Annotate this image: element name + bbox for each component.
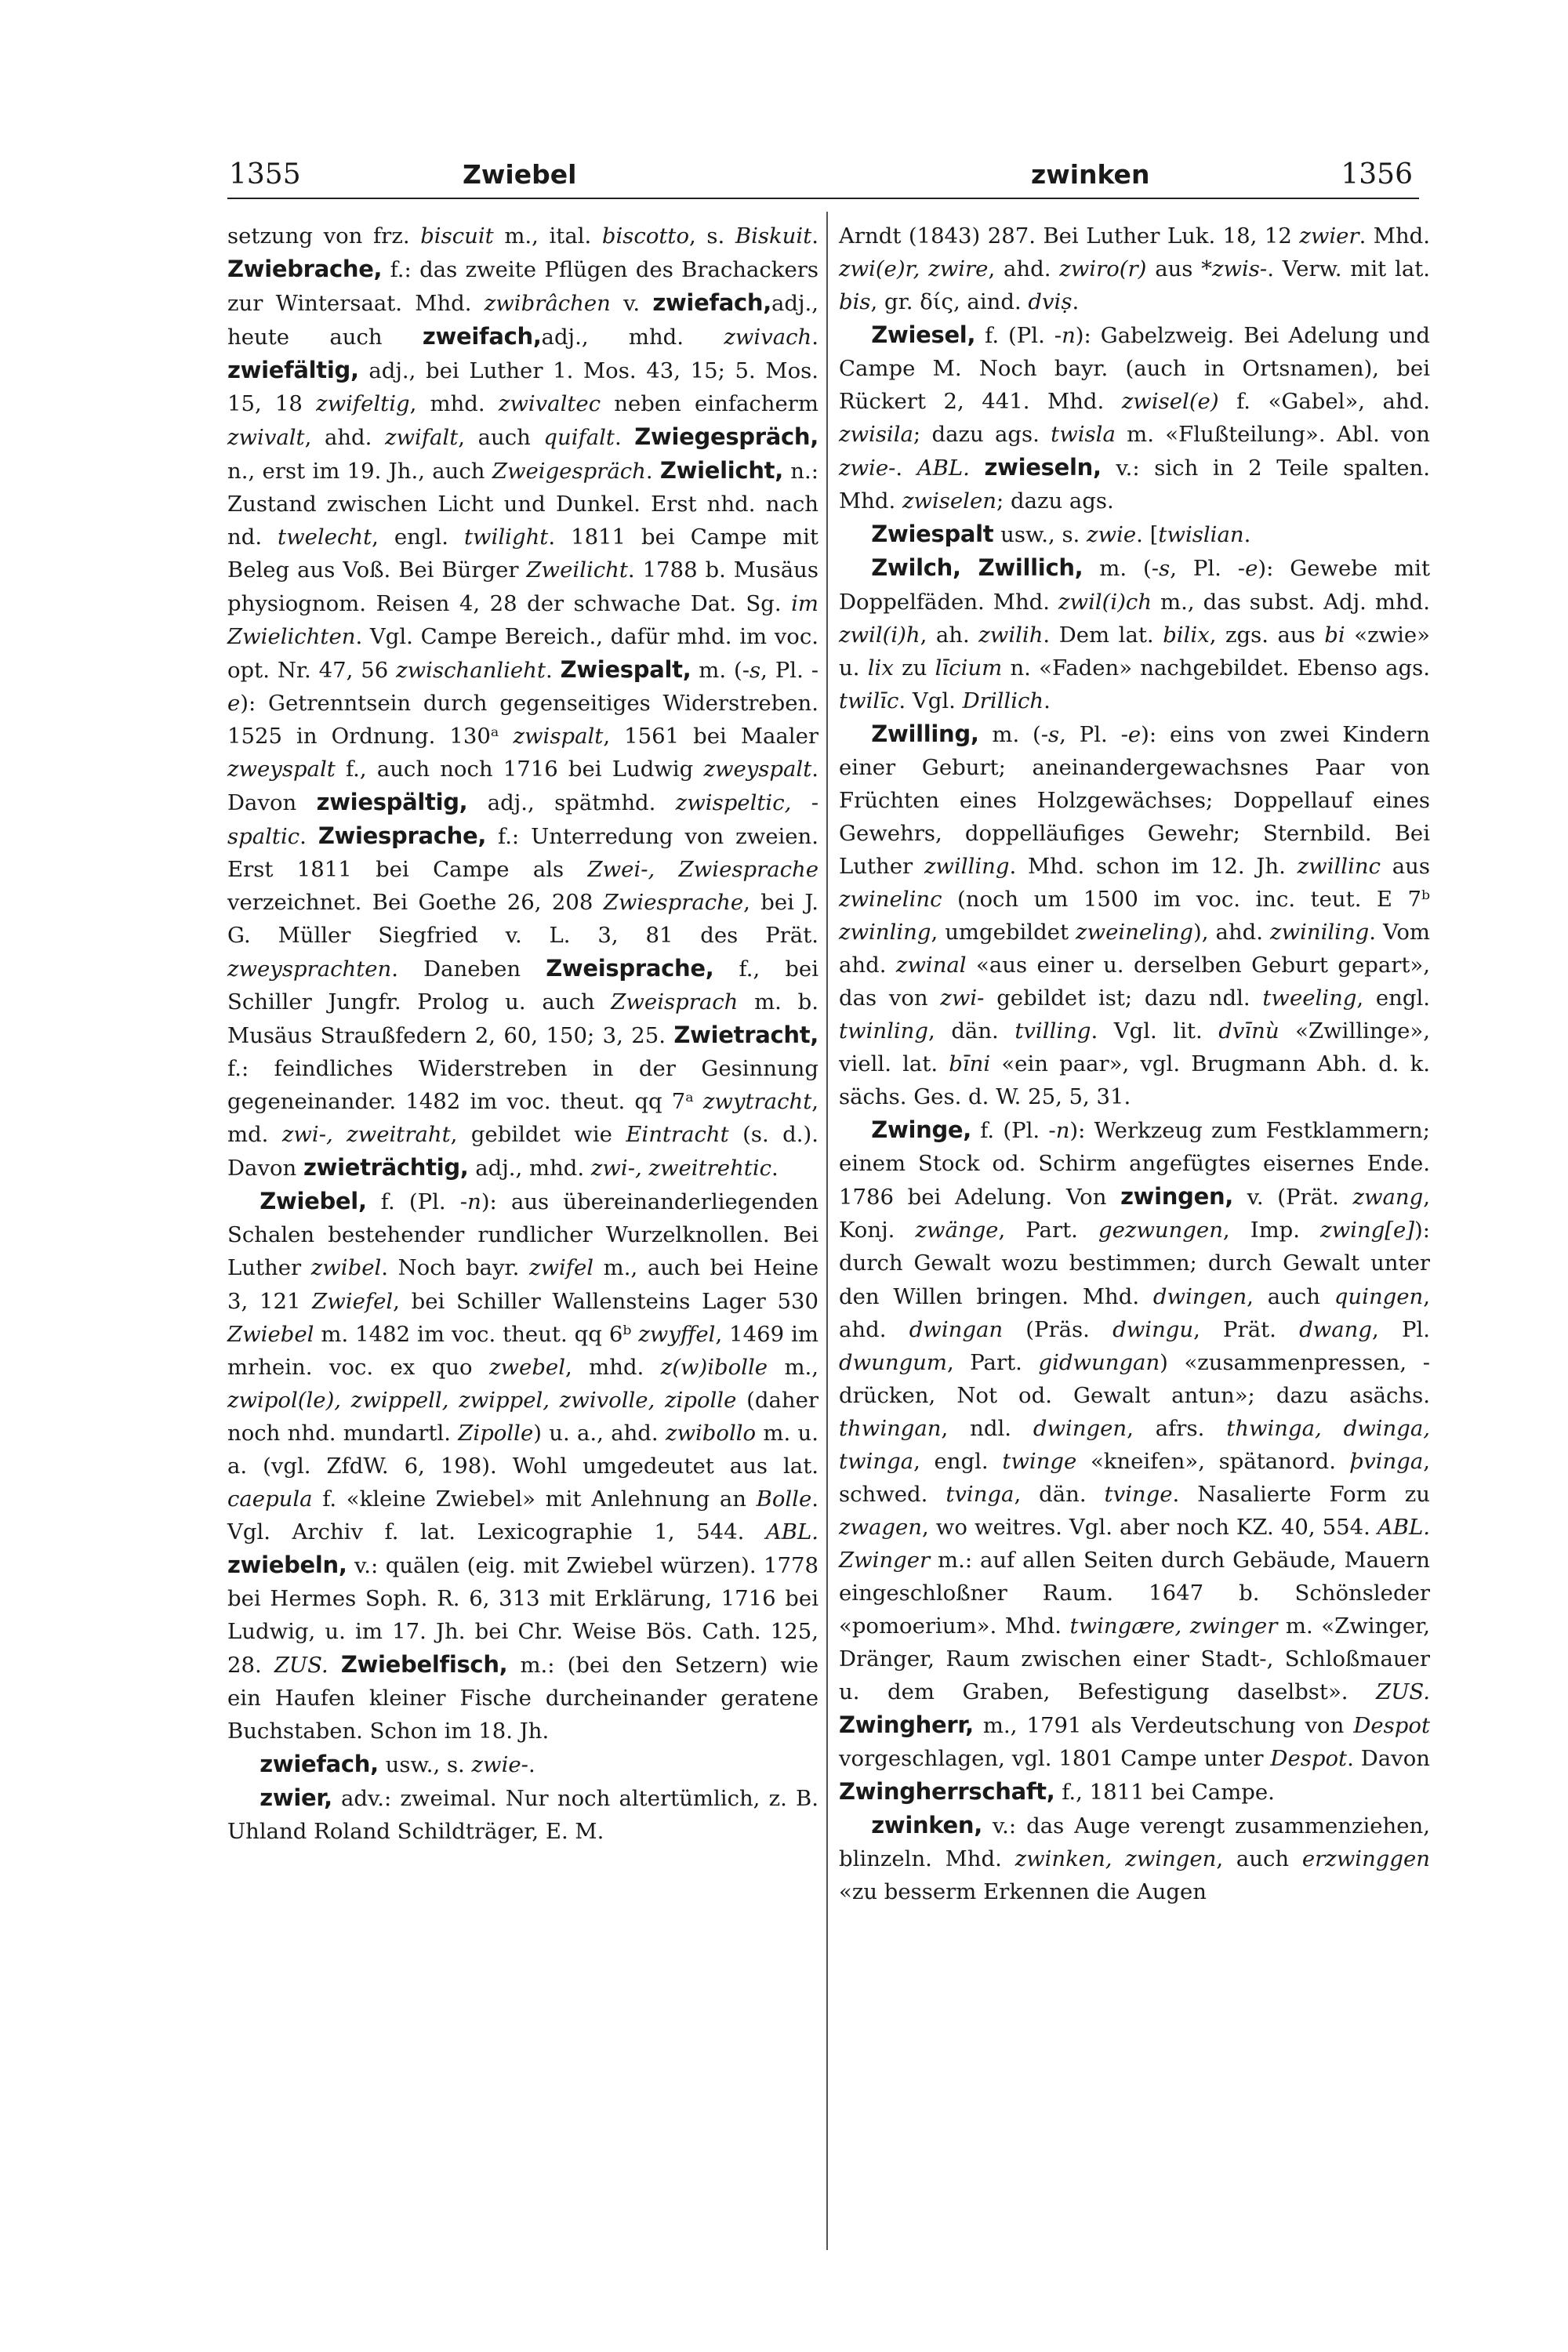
headword: zwiefältig,	[227, 357, 359, 384]
italic-form: Zwinger	[839, 1547, 931, 1573]
italic-form: zwischanlieht	[396, 657, 546, 683]
italic-form: zwispeltic, -spaltic	[227, 789, 819, 849]
headword: Zwilch, Zwillich,	[871, 554, 1083, 582]
italic-form: Drillich	[962, 688, 1044, 713]
italic-form: ABL.	[765, 1519, 818, 1544]
page-header	[227, 155, 1419, 194]
header-rule	[227, 198, 1419, 199]
italic-form: thwinga, dwinga, twinga	[839, 1415, 1430, 1474]
italic-form: biscuit	[420, 223, 494, 249]
italic-form: zwipol(le), zwippell, zwippel, zwivolle, zipolle	[227, 1387, 737, 1413]
italic-form: twinge	[1002, 1448, 1077, 1474]
italic-form: caepula	[227, 1486, 313, 1512]
italic-form: twilīc	[839, 688, 899, 713]
entry-paragraph: zwinken, v.: das Auge verengt zusammenziehen, blinzeln. Mhd. zwinken, zwingen, auch erzwinggen «zu besserm Erkennen die Augen	[839, 1812, 1430, 1905]
italic-form: zwinling	[839, 919, 931, 945]
entry-paragraph: Zwiespalt usw., s. zwie. [twislian.	[871, 521, 1251, 548]
italic-form: zweyspalt	[703, 756, 812, 782]
headword: Zwiesel,	[871, 321, 976, 349]
italic-form: zweineling	[1076, 919, 1194, 945]
italic-form: līcium	[935, 655, 1003, 681]
italic-form: zwisel(e)	[1121, 389, 1219, 415]
headword: zwinken,	[871, 1812, 982, 1839]
italic-form: dvīnù	[1218, 1018, 1279, 1044]
headword: Zwietracht,	[673, 1022, 818, 1049]
italic-form: lix	[867, 655, 894, 681]
italic-form: zwi-	[940, 985, 985, 1011]
headword: zweifach,	[422, 323, 542, 350]
headword: Zwiebelfisch,	[340, 1651, 508, 1679]
italic-form: n	[467, 1189, 481, 1215]
italic-form: zwivach	[724, 325, 812, 350]
italic-form: zwifel	[528, 1255, 594, 1281]
italic-form: zwinken, zwingen	[1014, 1846, 1217, 1872]
italic-form: Biskuit	[735, 223, 812, 249]
headword: Zwinge,	[871, 1116, 971, 1144]
italic-form: zwil(i)ch	[1058, 589, 1152, 615]
italic-form: gidwungan	[1038, 1349, 1160, 1375]
italic-form: zwiro(r)	[1059, 256, 1147, 282]
italic-form: zwing[e]	[1320, 1218, 1414, 1243]
italic-form: zwi-, zweitrehtic	[590, 1156, 772, 1181]
entry-paragraph: Zwilch, Zwillich, m. (-s, Pl. -e): Gewebe mit Doppelfäden. Mhd. zwil(i)ch m., das subst. Adj. mhd. zwil(i)h, ah. zwilih. Dem lat. bilix, zgs. aus bi «zwie» u. lix zu līcium n. «Faden» nachgebildet. Ebenso ags. twilīc. Vgl. Drillich.	[839, 554, 1431, 713]
italic-form: bis	[839, 289, 871, 315]
entry-paragraph: setzung von frz. biscuit m., ital. biscotto, s. Biskuit. Zwiebrache, f.: das zweite Pflügen des Brachackers zur Wintersaat. Mhd. zwibrâchen v. zwiefach,adj., heute auch zweifach,adj., mhd. zwivach. zwiefältig, adj., bei Luther 1. Mos. 43, 15; 5. Mos. 15, 18 zwifeltig, mhd. zwivaltec neben einfacherm zwivalt, ahd. zwifalt, auch quifalt. Zwiegespräch, n., erst im 19. Jh., auch Zweigespräch. Zwielicht, n.: Zustand zwischen Licht und Dunkel. Erst nhd. nach nd. twelecht, engl. twilight. 1811 bei Campe mit Beleg aus Voß. Bei Bürger Zweilicht. 1788 b. Musäus physiognom. Reisen 4, 28 der schwache Dat. Sg. im Zwielichten. Vgl. Campe Bereich., dafür mhd. im voc. opt. Nr. 47, 56 zwischanlieht. Zwiespalt, m. (-s, Pl. -e): Getrenntsein durch gegenseitiges Widerstreben. 1525 in Ordnung. 130ᵃ zwispalt, 1561 bei Maaler zweyspalt f., auch noch 1716 bei Ludwig zweyspalt. Davon zwiespältig, adj., spätmhd. zwispeltic, -spaltic. Zwiesprache, f.: Unterredung von zweien. Erst 1811 bei Campe als Zwei-, Zwiesprache verzeichnet. Bei Goethe 26, 208 Zwiesprache, bei J. G. Müller Siegfried v. L. 3, 81 des Prät. zweysprachten. Daneben Zweisprache, f., bei Schiller Jungfr. Prolog u. auch Zweisprach m. b. Musäus Straußfedern 2, 60, 150; 3, 25. Zwietracht, f.: feindliches Widerstreben in der Gesinnung gegeneinander. 1482 im voc. theut. qq 7ᵃ zwytracht, md. zwi-, zweitraht, gebildet wie Eintracht (s. d.). Davon zwieträchtig, adj., mhd. zwi-, zweitrehtic.	[227, 223, 819, 1181]
italic-form: im Zwielichten	[227, 590, 818, 649]
italic-form: z(w)ibolle	[660, 1354, 768, 1380]
italic-form: zwi(e)r, zwire	[839, 256, 989, 282]
italic-form: biscotto	[601, 223, 690, 249]
italic-form: e	[1127, 721, 1142, 747]
headword: Zwingherrschaft,	[839, 1778, 1055, 1806]
italic-form: zwänge	[915, 1218, 999, 1243]
italic-form: dwingu	[1112, 1316, 1194, 1342]
headword: zwiefach,	[652, 289, 771, 317]
right-column	[839, 220, 1430, 1908]
italic-form: Zipolle	[458, 1420, 534, 1446]
entry-paragraph: Zwinge, f. (Pl. -n): Werkzeug zum Festklammern; einem Stock od. Schirm angefügtes eisernes Ende. 1786 bei Adelung. Von zwingen, v. (Prät. zwang, Konj. zwänge, Part. gezwungen, Imp. zwing[e]): durch Gewalt wozu bestimmen; durch Gewalt unter den Willen bringen. Mhd. dwingen, auch quingen, ahd. dwingan (Präs. dwingu, Prät. dwang, Pl. dwungum, Part. gidwungan) «zusammenpressen, -drücken, Not od. Gewalt antun»; dazu asächs. thwingan, ndl. dwingen, afrs. thwinga, dwinga, twinga, engl. twinge «kneifen», spätanord. þvinga, schwed. tvinga, dän. tvinge. Nasalierte Form zu zwagen, wo weitres. Vgl. aber noch KZ. 40, 554. ABL. Zwinger m.: auf allen Seiten durch Gebäude, Mauern eingeschloßner Raum. 1647 b. Schönsleder «pomoerium». Mhd. twingære, zwinger m. «Zwinger, Dränger, Raum zwischen einer Stadt-, Schloßmauer u. dem Graben, Befestigung daselbst». ZUS. Zwingherr, m., 1791 als Verdeutschung von Despot vorgeschlagen, vgl. 1801 Campe unter Despot. Davon Zwingherrschaft, f., 1811 bei Campe.	[839, 1116, 1431, 1806]
italic-form: bilix	[1163, 622, 1210, 648]
italic-form: Zweilicht	[526, 557, 628, 583]
headword: Zwiespalt	[871, 521, 994, 548]
italic-form: zwibollo	[665, 1420, 757, 1446]
italic-form: twislian	[1158, 522, 1244, 548]
italic-form: ZUS.	[274, 1653, 328, 1679]
headword: Zwiesprache,	[318, 822, 487, 849]
italic-form: zwinal	[895, 953, 967, 978]
italic-form: Zwiesprache	[603, 889, 744, 915]
italic-form: dwingen	[1033, 1415, 1127, 1441]
italic-form: Zwei-, Zwiesprache	[587, 856, 818, 882]
italic-form: tvinge	[1104, 1481, 1173, 1507]
italic-form: zwytracht	[702, 1089, 812, 1115]
italic-form: zwibrâchen	[484, 291, 611, 317]
italic-form: zwibel	[310, 1255, 382, 1281]
headword: Zwiebel,	[260, 1188, 367, 1215]
italic-form: twingære, zwinger	[1069, 1613, 1278, 1639]
italic-form: zwie	[1087, 522, 1137, 548]
italic-form: thwingan	[839, 1415, 942, 1441]
italic-form: zweyspalt	[227, 756, 336, 782]
headword: zwieträchtig,	[303, 1154, 469, 1181]
italic-form: zwifeltig	[316, 391, 410, 417]
italic-form: zwi-, zweitraht	[281, 1122, 451, 1148]
italic-form: zwie-	[471, 1752, 528, 1778]
italic-form: Despot	[1353, 1713, 1430, 1739]
italic-form: bi	[1324, 622, 1345, 648]
running-head-right: zwinken	[1031, 159, 1150, 190]
italic-form: zwisila	[839, 422, 913, 448]
headword: zwiespältig,	[316, 788, 468, 815]
italic-form: zwie-	[839, 456, 896, 481]
italic-form: zwil(i)h	[839, 622, 920, 648]
headword: zwieseln,	[984, 454, 1102, 481]
italic-form: e	[227, 690, 241, 716]
left-column	[227, 220, 818, 1848]
italic-form: tvinga	[946, 1481, 1014, 1507]
italic-form: zwillinc	[1297, 853, 1381, 879]
italic-form: ABL.	[1377, 1514, 1430, 1540]
headword: Zwiespalt,	[560, 655, 691, 683]
column-divider	[826, 212, 828, 2250]
italic-form: twilight	[464, 524, 549, 550]
italic-form: e	[1245, 556, 1258, 582]
entry-paragraph: zwier, adv.: zweimal. Nur noch altertümlich, z. B. Uhland Roland Schildträger, E. M.	[227, 1784, 818, 1845]
italic-form: quingen	[1334, 1283, 1424, 1309]
italic-form: zwivaltec	[498, 391, 601, 417]
italic-form: twelecht	[278, 524, 372, 550]
italic-form: zwyffel	[638, 1321, 716, 1347]
italic-form: Zwiefel	[312, 1288, 394, 1314]
entry-paragraph: zwiefach, usw., s. zwie-.	[260, 1751, 535, 1778]
italic-form: erzwinggen	[1301, 1846, 1430, 1872]
italic-form: Bolle	[756, 1486, 812, 1512]
italic-form: tvilling	[1014, 1018, 1091, 1044]
italic-form: quifalt	[543, 425, 615, 451]
italic-form: zwagen	[839, 1514, 923, 1540]
italic-form: Zweigespräch	[492, 459, 646, 485]
italic-form: Zweisprach	[611, 989, 739, 1015]
italic-form: zwebel	[489, 1354, 565, 1380]
italic-form: dwungum	[839, 1349, 947, 1375]
italic-form: zwiselen	[902, 488, 996, 514]
running-head-left: Zwiebel	[463, 159, 577, 190]
italic-form: dviṣ	[1028, 289, 1073, 315]
headword: Zwingherr,	[839, 1711, 974, 1739]
headword: zwiefach,	[260, 1751, 379, 1778]
entry-paragraph: Zwiebel, f. (Pl. -n): aus übereinanderliegenden Schalen bestehender rundlicher Wurzelknollen. Bei Luther zwibel. Noch bayr. zwifel m., auch bei Heine 3, 121 Zwiefel, bei Schiller Wallensteins Lager 530 Zwiebel m. 1482 im voc. theut. qq 6ᵇ zwyffel, 1469 im mrhein. voc. ex quo zwebel, mhd. z(w)ibolle m., zwipol(le), zwippell, zwippel, zwivolle, zipolle (daher noch nhd. mundartl. Zipolle) u. a., ahd. zwibollo m. u. a. (vgl. ZfdW. 6, 198). Wohl umgedeutet aus lat. caepula f. «kleine Zwiebel» mit Anlehnung an Bolle. Vgl. Archiv f. lat. Lexicographie 1, 544. ABL. zwiebeln, v.: quälen (eig. mit Zwiebel würzen). 1778 bei Hermes Soph. R. 6, 313 mit Erklärung, 1716 bei Ludwig, u. im 17. Jh. bei Chr. Weise Bös. Cath. 125, 28. ZUS. Zwiebelfisch, m.: (bei den Setzern) wie ein Haufen kleiner Fische durcheinander geratene Buchstaben. Schon im 18. Jh.	[227, 1188, 819, 1744]
italic-form: Despot	[1270, 1746, 1348, 1772]
italic-form: ABL.	[916, 456, 970, 481]
italic-form: þvinga	[1349, 1448, 1424, 1474]
italic-form: zwilling	[924, 853, 1010, 879]
italic-form: twinling	[839, 1018, 929, 1044]
italic-form: zwivalt	[227, 425, 305, 451]
italic-form: s	[1048, 721, 1060, 747]
italic-form: twisla	[1051, 422, 1116, 448]
italic-form: zwiniling	[1270, 919, 1370, 945]
headword: zwingen,	[1120, 1183, 1234, 1210]
entry-paragraph-continued: Arndt (1843) 287. Bei Luther Luk. 18, 12 zwier. Mhd. zwi(e)r, zwire, ahd. zwiro(r) aus *zwis-. Verw. mit lat. bis, gr. δίς, aind. dviṣ.	[839, 223, 1431, 315]
headword: Zwilling,	[871, 720, 979, 747]
italic-form: zwinelinc	[839, 886, 942, 912]
headword: Zweisprache,	[546, 955, 714, 982]
italic-form: dwingen	[1152, 1283, 1247, 1309]
italic-form: s	[750, 657, 761, 683]
italic-form: tweeling	[1262, 985, 1357, 1011]
headword: Zwiegespräch,	[634, 423, 818, 451]
italic-form: n	[1055, 1118, 1070, 1144]
italic-form: zwier	[1299, 223, 1359, 249]
page-number-left: 1355	[229, 158, 301, 191]
italic-form: bīni	[949, 1051, 991, 1077]
italic-form: zwang	[1352, 1185, 1424, 1210]
italic-form: zwilih	[978, 622, 1044, 648]
italic-form: ZUS.	[1376, 1679, 1430, 1705]
italic-form: zwis-	[1211, 256, 1268, 282]
italic-form: Eintracht	[626, 1122, 729, 1148]
entry-paragraph: Zwiesel, f. (Pl. -n): Gabelzweig. Bei Adelung und Campe M. Noch bayr. (auch in Ortsnamen), bei Rückert 2, 441. Mhd. zwisel(e) f. «Gabel», ahd. zwisila; dazu ags. twisla m. «Flußteilung». Abl. von zwie-. ABL. zwieseln, v.: sich in 2 Teile spalten. Mhd. zwiselen; dazu ags.	[839, 321, 1431, 514]
entry-paragraph: Zwilling, m. (-s, Pl. -e): eins von zwei Kindern einer Geburt; aneinandergewachsnes Paar von Früchten eines Holzgewächses; Doppellauf eines Gewehrs, doppelläufiges Gewehr; Sternbild. Bei Luther zwilling. Mhd. schon im 12. Jh. zwillinc aus zwinelinc (noch um 1500 im voc. inc. teut. E 7ᵇ zwinling, umgebildet zweineling), ahd. zwiniling. Vom ahd. zwinal «aus einer u. derselben Geburt gepart», das von zwi- gebildet ist; dazu ndl. tweeling, engl. twinling, dän. tvilling. Vgl. lit. dvīnù «Zwillinge», viell. lat. bīni «ein paar», vgl. Brugmann Abh. d. k. sächs. Ges. d. W. 25, 5, 31.	[839, 720, 1431, 1110]
italic-form: zwispalt	[513, 723, 604, 749]
headword: zwier,	[260, 1784, 332, 1812]
italic-form: dwingan	[909, 1316, 1004, 1342]
page-number-right: 1356	[1341, 158, 1413, 191]
italic-form: gezwungen	[1098, 1218, 1223, 1243]
headword: Zwiebrache,	[227, 256, 383, 283]
italic-form: s	[1159, 556, 1171, 582]
italic-form: zwifalt	[385, 425, 459, 451]
headword: Zwielicht,	[659, 457, 783, 485]
italic-form: dwang	[1299, 1316, 1372, 1342]
italic-form: n	[1062, 323, 1076, 349]
headword: zwiebeln,	[227, 1551, 347, 1578]
italic-form: Zwiebel	[227, 1321, 314, 1347]
italic-form: zweysprachten	[227, 956, 392, 982]
